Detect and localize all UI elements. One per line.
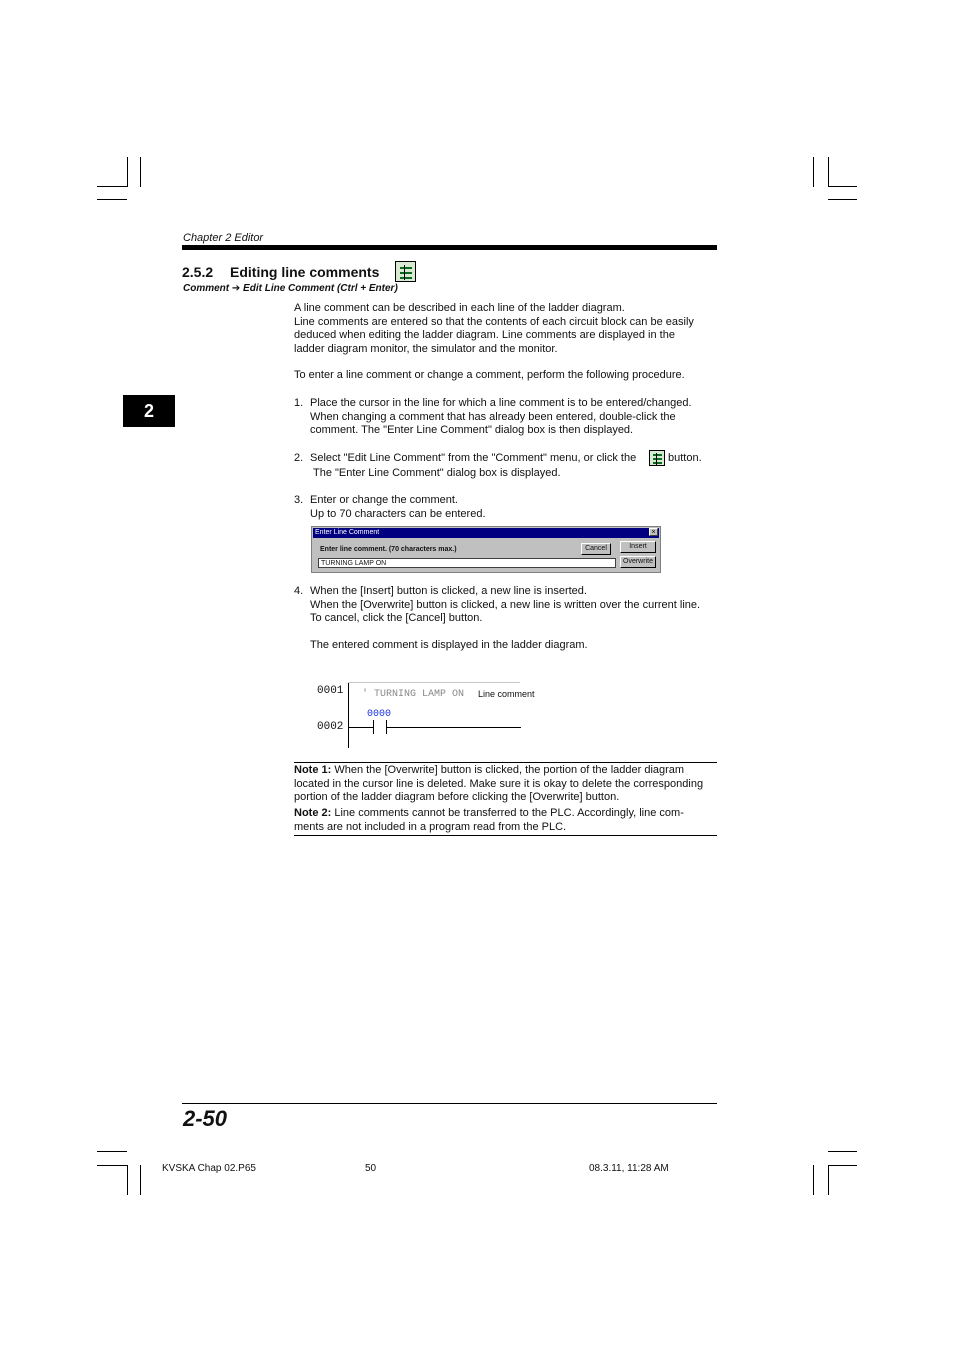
dialog-titlebar	[313, 528, 659, 538]
ladder-power-rail	[348, 683, 349, 748]
note-text: When the [Overwrite] button is clicked, the portion of the ladder diagram	[331, 764, 685, 776]
step-line: When the [Insert] button is clicked, a new line is inserted.	[310, 585, 587, 597]
crop-mark	[813, 1165, 814, 1195]
footer-page: 50	[365, 1163, 377, 1174]
ladder-top-rule	[348, 682, 520, 683]
note-label: Note 1:	[294, 764, 332, 776]
dialog-title: Enter Line Comment	[315, 529, 380, 536]
note-line: located in the cursor line is deleted. Make sure it is okay to delete the corresponding	[294, 777, 704, 790]
ladder-line-comment: ' TURNING LAMP ON	[362, 689, 465, 700]
crop-mark	[140, 157, 141, 187]
crop-mark	[97, 1151, 127, 1152]
note-label: Note 2:	[294, 807, 332, 819]
step-line: Up to 70 characters can be entered.	[310, 507, 486, 520]
note-text: Line comments cannot be transferred to the PLC. Accordingly, line com-	[331, 807, 684, 819]
procedure-intro: To enter a line comment or change a comment, perform the following procedure.	[294, 369, 685, 381]
intro-line: ladder diagram monitor, the simulator and the monitor.	[294, 342, 558, 355]
crop-mark	[828, 199, 857, 200]
intro-line: deduced when editing the ladder diagram. Line comments are displayed in the	[294, 329, 675, 341]
section-heading	[182, 264, 379, 280]
note-bottom-rule	[294, 835, 717, 836]
step-number: 4.	[294, 585, 304, 597]
step-4-result: The entered comment is displayed in the ladder diagram.	[310, 639, 588, 651]
cancel-button[interactable]: Cancel	[581, 543, 611, 555]
step-line: comment. The "Enter Line Comment" dialog box is then displayed.	[310, 424, 634, 436]
ladder-line-number: 0001	[317, 685, 344, 697]
crop-mark	[97, 1165, 127, 1166]
close-icon[interactable]: ×	[649, 528, 658, 536]
crop-mark	[127, 1165, 128, 1195]
menu-path: Comment ➔ Edit Line Comment (Ctrl + Enter)	[183, 283, 398, 294]
enter-line-comment-dialog	[311, 526, 661, 573]
crop-mark	[828, 1165, 829, 1195]
step-2-line2: The "Enter Line Comment" dialog box is displayed.	[313, 467, 561, 479]
crop-mark	[127, 157, 128, 187]
footer-file: KVSKA Chap 02.P65	[162, 1163, 256, 1174]
crop-mark	[97, 199, 127, 200]
step-line: To cancel, click the [Cancel] button.	[310, 612, 483, 624]
ladder-line-number: 0002	[317, 721, 344, 733]
note-line	[294, 807, 684, 821]
line-comment-icon	[649, 450, 665, 466]
crop-mark	[97, 186, 127, 187]
page-number: 2-50	[183, 1106, 228, 1131]
crop-mark	[813, 157, 814, 187]
comment-input[interactable]: TURNING LAMP ON	[318, 558, 616, 568]
line-comment-label: Line comment	[478, 689, 535, 699]
line-comment-icon	[395, 261, 416, 282]
step-2-text-after: button.	[668, 452, 702, 464]
section-title: Editing line comments	[230, 264, 380, 280]
crop-mark	[828, 157, 829, 187]
section-number: 2.5.2	[182, 264, 214, 280]
step-line: Place the cursor in the line for which a line comment is to be entered/changed.	[310, 397, 692, 409]
crop-mark	[828, 1151, 857, 1152]
note-line: ments are not included in a program read from the PLC.	[294, 820, 567, 833]
note-top-rule	[294, 762, 717, 763]
intro-line: Line comments are entered so that the contents of each circuit block can be easily	[294, 315, 694, 328]
contact-address: 0000	[367, 709, 392, 720]
step-number: 2.	[294, 452, 304, 464]
step-1-text	[310, 397, 692, 438]
step-4-text	[310, 585, 700, 626]
footer-timestamp: 08.3.11, 11:28 AM	[589, 1163, 669, 1174]
step-line: When the [Overwrite] button is clicked, a new line is written over the current line.	[310, 598, 701, 611]
contact-symbol	[373, 720, 374, 734]
step-number: 1.	[294, 397, 304, 409]
note-2	[294, 807, 684, 834]
chapter-label: Chapter 2 Editor	[183, 232, 264, 244]
step-line: Enter or change the comment.	[310, 494, 458, 506]
step-number: 3.	[294, 494, 304, 506]
note-1	[294, 764, 703, 805]
rung-wire	[349, 727, 374, 728]
intro-paragraph	[294, 302, 694, 356]
crop-mark	[140, 1165, 141, 1195]
crop-mark	[828, 186, 857, 187]
page-bottom-rule	[182, 1103, 717, 1104]
crop-mark	[828, 1165, 857, 1166]
insert-button[interactable]: Insert	[620, 541, 656, 553]
overwrite-button[interactable]: Overwrite	[620, 556, 656, 568]
chapter-tab: 2	[123, 395, 175, 427]
intro-line: A line comment can be described in each line of the ladder diagram.	[294, 302, 625, 314]
rung-wire	[386, 727, 521, 728]
step-3-text	[310, 494, 486, 521]
note-line: portion of the ladder diagram before clicking the [Overwrite] button.	[294, 791, 620, 803]
step-line: When changing a comment that has already been entered, double-click the	[310, 410, 676, 423]
step-2-text-before: Select "Edit Line Comment" from the "Comment" menu, or click the	[310, 452, 637, 464]
header-rule	[182, 245, 717, 250]
note-line	[294, 764, 703, 778]
dialog-prompt: Enter line comment. (70 characters max.)	[320, 546, 457, 553]
